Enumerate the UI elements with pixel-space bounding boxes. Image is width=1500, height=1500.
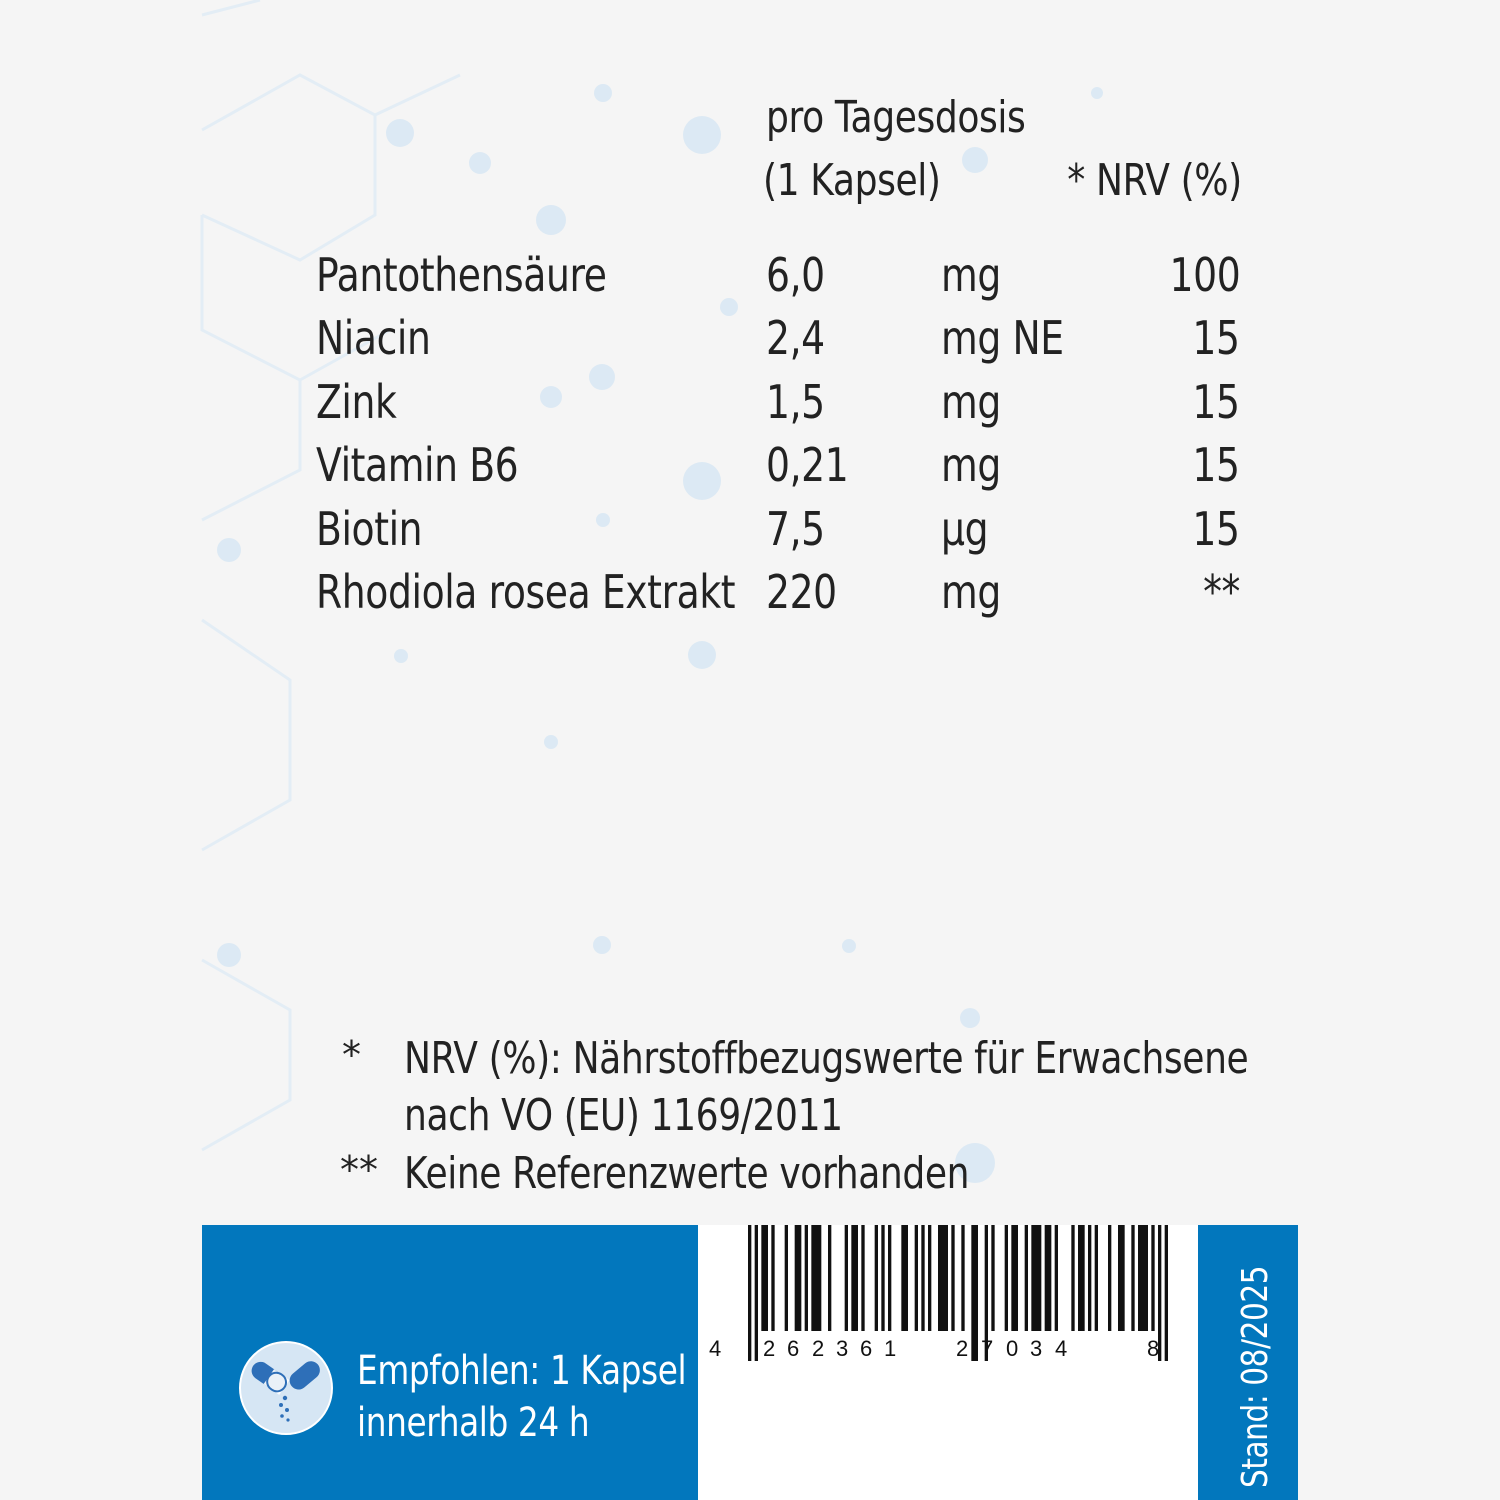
barcode-bar: [761, 1225, 768, 1331]
nutrient-name: Biotin: [316, 502, 423, 556]
footnote-1-mark: *: [342, 1033, 361, 1077]
barcode-digit: 2: [812, 1336, 825, 1361]
barcode-bar: [1108, 1225, 1111, 1331]
nutrient-amount: 220: [766, 565, 837, 619]
footnote-1-line-1: NRV (%): Nährstoffbezugswerte für Erwachsene: [404, 1033, 1249, 1084]
barcode-bar: [921, 1225, 924, 1331]
barcode-digit: 4: [709, 1336, 722, 1361]
barcode-bar: [785, 1225, 788, 1331]
barcode-bar: [938, 1225, 948, 1331]
nutrient-unit: mg: [941, 248, 1001, 302]
barcode-bar: [1078, 1225, 1085, 1331]
barcode-bar: [805, 1225, 808, 1331]
nutrient-nrv: 15: [1192, 438, 1240, 492]
barcode-bar: [971, 1225, 978, 1361]
barcode-digit: 6: [860, 1336, 873, 1361]
barcode-bar: [901, 1225, 908, 1331]
barcode-digit: 1: [884, 1336, 897, 1361]
per-capsule-header: (1 Kapsel): [763, 155, 941, 206]
nutrient-unit: mg: [941, 438, 1001, 492]
barcode-digit: 2: [763, 1336, 776, 1361]
nutrient-nrv: 15: [1192, 311, 1240, 365]
barcode-bar: [1138, 1225, 1148, 1331]
nutrient-unit: mg: [941, 375, 1001, 429]
barcode-digit: 3: [1030, 1336, 1043, 1361]
barcode-bar: [1165, 1225, 1168, 1361]
nutrient-name: Zink: [316, 375, 397, 429]
nutrient-amount: 6,0: [766, 248, 825, 302]
barcode-bar: [828, 1225, 831, 1331]
barcode-bar: [875, 1225, 878, 1331]
barcode-bar: [928, 1225, 931, 1331]
barcode-bar: [811, 1225, 821, 1331]
footnote-2-mark: **: [340, 1148, 378, 1192]
barcode-digit: 2: [956, 1336, 969, 1361]
nutrient-unit: mg NE: [941, 311, 1064, 365]
nutrient-name: Pantothensäure: [316, 248, 607, 302]
barcode-digit: 7: [981, 1336, 994, 1361]
barcode-digit: 0: [1006, 1336, 1019, 1361]
barcode-bar: [1005, 1225, 1008, 1331]
barcode-bar: [888, 1225, 891, 1331]
barcode-bar: [881, 1225, 884, 1331]
barcode-bar: [951, 1225, 954, 1331]
nutrient-row: [0, 438, 1500, 502]
nutrient-nrv: 100: [1169, 248, 1240, 302]
nutrient-amount: 1,5: [766, 375, 825, 429]
barcode-bar: [795, 1225, 802, 1331]
nutrient-row: [0, 502, 1500, 566]
nutrient-row: [0, 311, 1500, 375]
barcode-digit: 6: [787, 1336, 800, 1361]
barcode-digit: 3: [836, 1336, 849, 1361]
barcode-bar: [915, 1225, 918, 1331]
barcode-bar: [1095, 1225, 1098, 1331]
nutrient-unit: mg: [941, 565, 1001, 619]
barcode-bar: [1131, 1225, 1134, 1331]
nutrient-nrv: **: [1203, 565, 1240, 619]
barcode-bar: [1151, 1225, 1154, 1331]
per-dose-header: pro Tagesdosis: [766, 92, 1026, 143]
nutrient-nrv: 15: [1192, 375, 1240, 429]
barcode-bar: [1011, 1225, 1018, 1331]
nutrient-amount: 2,4: [766, 311, 825, 365]
nutrient-row: [0, 565, 1500, 629]
barcode-bar: [861, 1225, 864, 1331]
nutrient-amount: 0,21: [766, 438, 849, 492]
barcode-bar: [991, 1225, 994, 1331]
barcode-bar: [1025, 1225, 1028, 1331]
footnote-2-line-1: Keine Referenzwerte vorhanden: [404, 1148, 970, 1199]
barcode-bar: [845, 1225, 848, 1331]
barcode-bar: [1071, 1225, 1074, 1331]
recommendation-line-1: Empfohlen: 1 Kapsel: [357, 1348, 687, 1394]
nrv-header: * NRV (%): [1067, 155, 1242, 206]
barcode-bar: [961, 1225, 964, 1331]
barcode-bar: [851, 1225, 858, 1331]
barcode-bar: [755, 1225, 758, 1361]
barcode-bar: [771, 1225, 774, 1331]
barcode-digit: 8: [1147, 1336, 1160, 1361]
nutrient-name: Niacin: [316, 311, 431, 365]
nutrient-row: [0, 375, 1500, 439]
barcode-bar: [1045, 1225, 1052, 1331]
barcode-bar: [1031, 1225, 1041, 1331]
recommendation-line-2: innerhalb 24 h: [357, 1400, 590, 1446]
nutrient-nrv: 15: [1192, 502, 1240, 556]
barcode-bar: [748, 1225, 751, 1361]
nutrient-name: Rhodiola rosea Extrakt: [316, 565, 736, 619]
barcode-bar: [1118, 1225, 1125, 1331]
stand-date: Stand: 08/2025: [1235, 1265, 1276, 1488]
barcode-bar: [1088, 1225, 1091, 1331]
nutrient-name: Vitamin B6: [316, 438, 519, 492]
capsule-icon: [238, 1340, 334, 1436]
nutrient-amount: 7,5: [766, 502, 825, 556]
barcode-bar: [1055, 1225, 1058, 1331]
nutrient-row: [0, 248, 1500, 312]
footnote-1-line-2: nach VO (EU) 1169/2011: [404, 1090, 843, 1141]
nutrient-unit: µg: [941, 502, 989, 556]
barcode-digit: 4: [1055, 1336, 1068, 1361]
